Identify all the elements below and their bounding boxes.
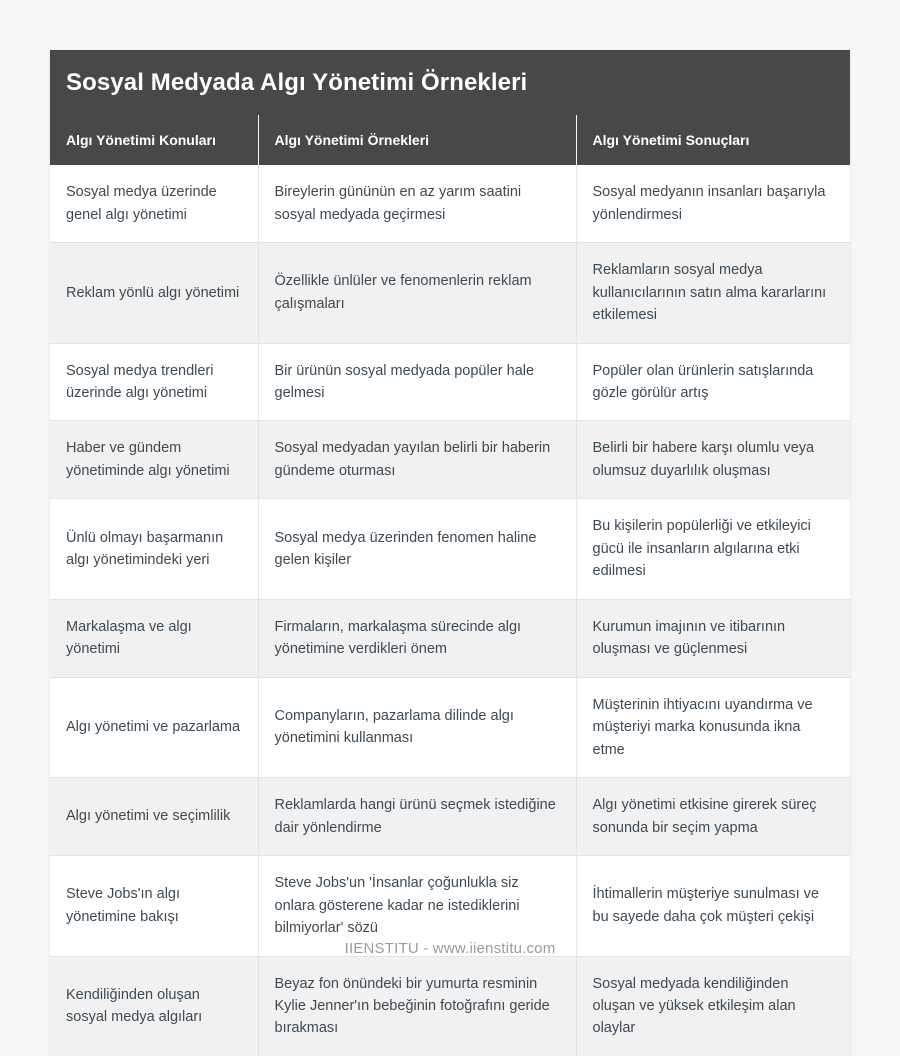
infographic-table-card [50, 50, 850, 1056]
cell-ornek: Bir ürünün sosyal medyada popüler hale gelmesi [258, 343, 576, 421]
column-header-sonuclar: Algı Yönetimi Sonuçları [576, 115, 850, 165]
table-row [50, 677, 850, 777]
cell-ornek: Companyların, pazarlama dilinde algı yönetimini kullanması [258, 677, 576, 777]
cell-konu: Sosyal medya trendleri üzerinde algı yönetimi [50, 343, 258, 421]
cell-konu: Ünlü olmayı başarmanın algı yönetimindeki yeri [50, 499, 258, 599]
cell-konu: Markalaşma ve algı yönetimi [50, 599, 258, 677]
page-title: Sosyal Medyada Algı Yönetimi Örnekleri [50, 50, 850, 115]
cell-ornek: Reklamlarda hangi ürünü seçmek istediğine dair yönlendirme [258, 778, 576, 856]
cell-konu: Reklam yönlü algı yönetimi [50, 243, 258, 343]
column-header-ornekler: Algı Yönetimi Örnekleri [258, 115, 576, 165]
cell-ornek: Steve Jobs'un 'İnsanlar çoğunlukla siz onlara gösterene kadar ne istediklerini bilmiyorlar' sözü [258, 856, 576, 956]
table-row [50, 956, 850, 1056]
cell-sonuc: Bu kişilerin popülerliği ve etkileyici gücü ile insanların algılarına etki edilmesi [576, 499, 850, 599]
cell-sonuc: Müşterinin ihtiyacını uyandırma ve müşteriyi marka konusunda ikna etme [576, 677, 850, 777]
cell-sonuc: Kurumun imajının ve itibarının oluşması ve güçlenmesi [576, 599, 850, 677]
cell-konu: Steve Jobs'ın algı yönetimine bakışı [50, 856, 258, 956]
cell-ornek: Beyaz fon önündeki bir yumurta resminin Kylie Jenner'ın bebeğinin fotoğrafını geride bırakması [258, 956, 576, 1056]
cell-sonuc: Sosyal medyanın insanları başarıyla yönlendirmesi [576, 165, 850, 242]
cell-ornek: Özellikle ünlüler ve fenomenlerin reklam çalışmaları [258, 243, 576, 343]
cell-sonuc: Popüler olan ürünlerin satışlarında gözle görülür artış [576, 343, 850, 421]
table-body [50, 165, 850, 1056]
cell-konu: Algı yönetimi ve pazarlama [50, 677, 258, 777]
cell-ornek: Sosyal medyadan yayılan belirli bir haberin gündeme oturması [258, 421, 576, 499]
cell-ornek: Sosyal medya üzerinden fenomen haline gelen kişiler [258, 499, 576, 599]
table-header-row [50, 115, 850, 165]
cell-sonuc: Reklamların sosyal medya kullanıcılarının satın alma kararlarını etkilemesi [576, 243, 850, 343]
table-row [50, 599, 850, 677]
cell-sonuc: Sosyal medyada kendiliğinden oluşan ve yüksek etkileşim alan olaylar [576, 956, 850, 1056]
footer-attribution: IIENSTITU - www.iienstitu.com [344, 940, 556, 957]
column-header-konular: Algı Yönetimi Konuları [50, 115, 258, 165]
table-row [50, 243, 850, 343]
table-row [50, 499, 850, 599]
table-row [50, 778, 850, 856]
table-row [50, 165, 850, 242]
cell-konu: Algı yönetimi ve seçimlilik [50, 778, 258, 856]
cell-sonuc: İhtimallerin müşteriye sunulması ve bu sayede daha çok müşteri çekişi [576, 856, 850, 956]
cell-konu: Haber ve gündem yönetiminde algı yönetimi [50, 421, 258, 499]
cell-ornek: Firmaların, markalaşma sürecinde algı yönetimine verdikleri önem [258, 599, 576, 677]
perception-management-table [50, 115, 850, 1056]
cell-ornek: Bireylerin gününün en az yarım saatini sosyal medyada geçirmesi [258, 165, 576, 242]
table-head [50, 115, 850, 165]
cell-sonuc: Algı yönetimi etkisine girerek süreç sonunda bir seçim yapma [576, 778, 850, 856]
cell-konu: Sosyal medya üzerinde genel algı yönetimi [50, 165, 258, 242]
table-row [50, 421, 850, 499]
cell-konu: Kendiliğinden oluşan sosyal medya algıları [50, 956, 258, 1056]
table-row [50, 343, 850, 421]
cell-sonuc: Belirli bir habere karşı olumlu veya olumsuz duyarlılık oluşması [576, 421, 850, 499]
